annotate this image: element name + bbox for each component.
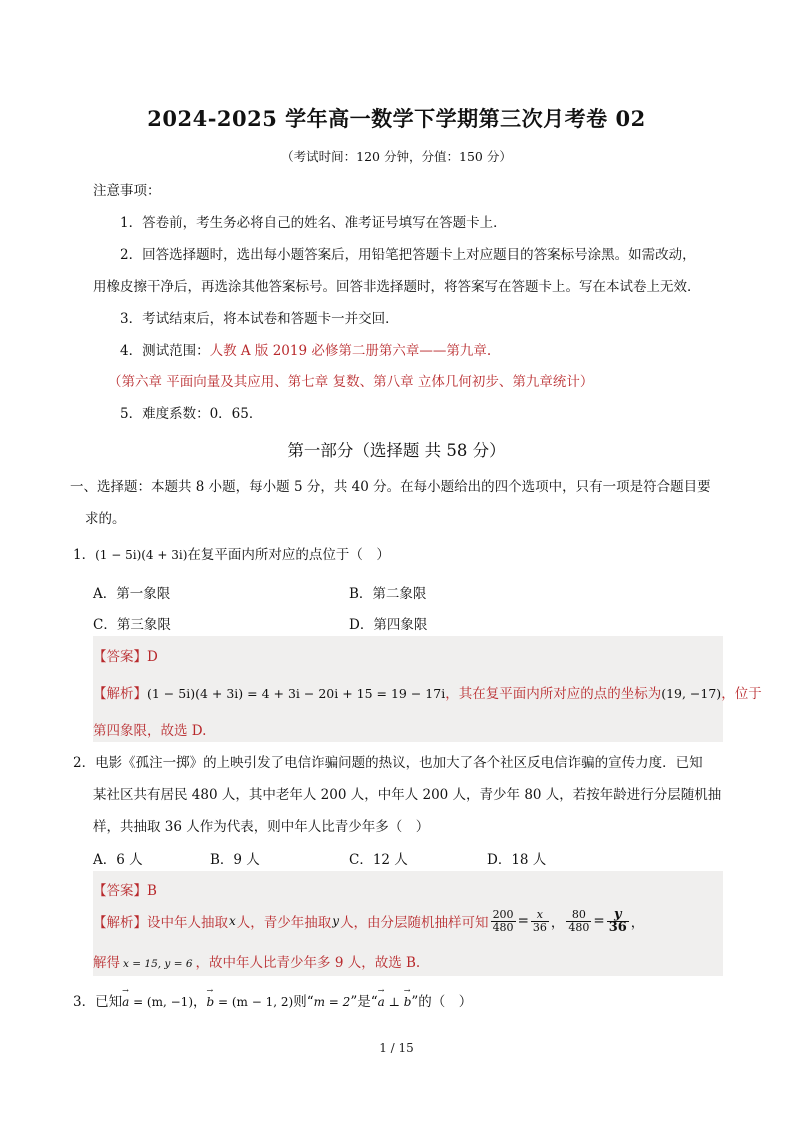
exam-subtitle: （考试时间：120 分钟，分值：150 分） <box>281 149 512 164</box>
note-4-detail: （第六章 平面向量及其应用、第七章 复数、第八章 立体几何初步、第九章统计） <box>108 374 594 390</box>
note-3: 3．考试结束后，将本试卷和答题卡一并交回． <box>120 311 399 327</box>
question-1-answer <box>93 645 158 665</box>
analysis-point: (19, −17) <box>661 686 722 701</box>
question-3-text-c: ”是“ <box>350 994 378 1010</box>
question-1-option-b: B．第二象限 <box>349 586 427 602</box>
question-2-option-b: B．9 人 <box>210 852 260 868</box>
question-3-text-d: ”的（ ） <box>411 994 473 1010</box>
question-1-option-a: A．第一象限 <box>93 586 171 602</box>
question-1-stem <box>73 543 390 563</box>
question-2-answer <box>93 879 157 899</box>
variable-x: x <box>229 914 236 928</box>
question-3-number: 3． <box>73 994 96 1010</box>
variable-y: y <box>332 914 340 928</box>
question-1-expression: (1 − 5i)(4 + 3i) <box>95 548 188 562</box>
analysis-label: 【解析】 <box>93 915 147 931</box>
comma-separator: ， <box>550 915 565 931</box>
analysis-text-b: 人，青少年抽取 <box>236 915 332 931</box>
answer-label: 【答案】 <box>93 883 147 899</box>
question-1-option-c: C．第三象限 <box>93 617 171 633</box>
comma-separator: ， <box>630 915 645 931</box>
analysis-label: 【解析】 <box>93 686 147 702</box>
question-1-number: 1． <box>73 547 96 563</box>
analysis-mid-text: ，其在复平面内所对应的点的坐标为 <box>445 686 662 702</box>
proportion-equation <box>489 906 645 935</box>
vector-b: → b <box>207 995 215 1009</box>
question-2-stem-line-1 <box>73 751 703 771</box>
question-1-text: 在复平面内所对应的点位于（ ） <box>187 547 390 563</box>
separator: ， <box>193 994 207 1010</box>
question-2-analysis-line-1 <box>93 905 644 937</box>
equals-sign: = <box>593 913 605 929</box>
section-intro-line-2: 求的。 <box>85 511 126 527</box>
exam-title: 2024-2025 学年高一数学下学期第三次月考卷 02 <box>147 106 646 131</box>
vector-b-definition: → b = (m − 1, 2) <box>207 995 294 1009</box>
analysis-text-a: 设中年人抽取 <box>147 915 228 931</box>
question-2-text-1: 电影《孤注一掷》的上映引发了电信诈骗问题的热议，也加大了各个社区反电信诈骗的宣传力度．已知 <box>95 755 703 771</box>
note-4-prefix: 4．测试范围： <box>120 343 210 359</box>
question-1-analysis-line-2: 第四象限，故选 D. <box>93 723 207 739</box>
answer-label: 【答案】 <box>93 649 147 665</box>
question-2-option-c: C．12 人 <box>349 852 408 868</box>
fraction-y-36: $\frac{y}{36}$ <box>608 906 627 935</box>
note-4 <box>120 339 491 359</box>
answer-value: D <box>147 649 158 665</box>
analysis-text-c: 人，由分层随机抽样可知 <box>340 915 489 931</box>
question-1-solution-box <box>93 636 762 742</box>
question-2-number: 2． <box>73 755 96 771</box>
question-3-text-b: 则“ <box>293 994 314 1010</box>
fraction-x-36: $\frac{x}{36}$ <box>532 907 547 934</box>
question-2-stem-line-3: 样，共抽取 36 人作为代表，则中年人比青少年多（ ） <box>93 819 430 835</box>
note-2-line-2: 用橡皮擦干净后，再选涂其他答案标号。回答非选择题时，将答案写在答题卡上。写在本试卷上无效． <box>93 279 701 295</box>
perpendicular-condition: → a ⊥ → b <box>378 995 412 1009</box>
solve-prefix: 解得 <box>93 955 120 971</box>
solve-end: ，故中年人比青少年多 9 人，故选 B. <box>195 955 421 971</box>
notes-heading: 注意事项： <box>93 183 161 199</box>
question-1-option-d: D．第四象限 <box>349 617 428 633</box>
section-intro-line-1: 一、选择题：本题共 8 小题，每小题 5 分，共 40 分。在每小题给出的四个选项中，只有一项是符合题目要 <box>70 479 711 495</box>
question-2-solution-box <box>93 871 723 976</box>
question-1-analysis-line-1 <box>93 682 762 702</box>
note-1: 1．答卷前，考生务必将自己的姓名、准考证号填写在答题卡上． <box>120 215 507 231</box>
question-2-option-d: D．18 人 <box>487 852 547 868</box>
note-5: 5．难度系数：0．65． <box>120 406 263 422</box>
fraction-80-480: $\frac{80}{480}$ <box>568 907 590 934</box>
answer-value: B <box>147 883 157 899</box>
equals-sign: = <box>517 913 529 929</box>
analysis-expression: (1 − 5i)(4 + 3i) = 4 + 3i − 20i + 15 = 19 − 17i <box>147 686 446 701</box>
question-3-text-a: 已知 <box>95 994 123 1010</box>
vector-a-definition: → a = (m, −1) <box>122 995 193 1009</box>
solve-values: x = 15, y = 6 <box>123 958 193 970</box>
condition-m: m = 2 <box>313 995 351 1009</box>
question-3-stem <box>73 990 472 1010</box>
note-2-line-1: 2．回答选择题时，选出每小题答案后，用铅笔把答题卡上对应题目的答案标号涂黑。如需改动， <box>120 247 696 263</box>
question-2-analysis-line-2 <box>93 951 420 971</box>
page-number: 1 / 15 <box>379 1041 414 1055</box>
note-4-scope: 人教 A 版 2019 必修第二册第六章——第九章. <box>209 343 492 359</box>
vector-a: → a <box>122 995 129 1009</box>
section-title: 第一部分（选择题 共 58 分） <box>287 441 506 460</box>
question-2-stem-line-2: 某社区共有居民 480 人，其中老年人 200 人，中年人 200 人，青少年 80 人，若按年龄进行分层随机抽 <box>93 787 722 803</box>
question-2-option-a: A．6 人 <box>93 852 143 868</box>
analysis-end-text: ，位于 <box>721 686 762 702</box>
fraction-200-480: $\frac{200}{480}$ <box>492 907 514 934</box>
